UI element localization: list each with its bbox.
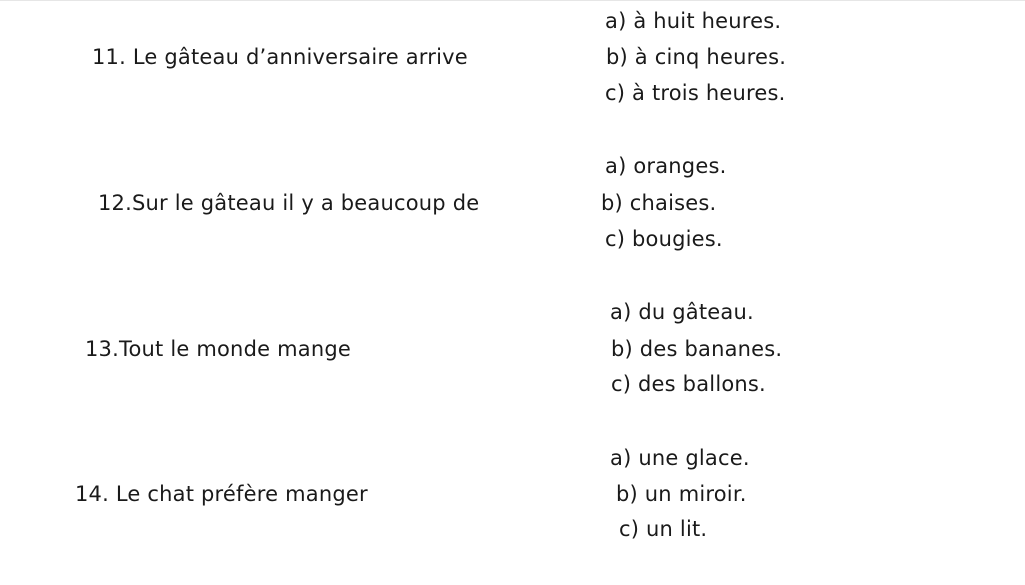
question-prompt: 14. Le chat préfère manger	[75, 482, 368, 506]
option-b[interactable]: b) chaises.	[601, 191, 717, 215]
option-b[interactable]: b) des bananes.	[611, 337, 783, 361]
question-prompt: 12.Sur le gâteau il y a beaucoup de	[98, 191, 480, 215]
option-a[interactable]: a) oranges.	[605, 154, 727, 178]
option-b[interactable]: b) un miroir.	[616, 482, 747, 506]
option-c[interactable]: c) un lit.	[619, 517, 708, 541]
option-c[interactable]: c) bougies.	[605, 227, 723, 251]
option-a[interactable]: a) du gâteau.	[610, 300, 754, 324]
top-divider	[0, 0, 1025, 1]
question-prompt: 13.Tout le monde mange	[85, 337, 351, 361]
question-prompt: 11. Le gâteau d’anniversaire arrive	[92, 45, 468, 69]
option-b[interactable]: b) à cinq heures.	[606, 45, 787, 69]
option-c[interactable]: c) des ballons.	[611, 372, 766, 396]
option-a[interactable]: a) une glace.	[610, 446, 750, 470]
option-c[interactable]: c) à trois heures.	[605, 81, 786, 105]
option-a[interactable]: a) à huit heures.	[605, 9, 782, 33]
